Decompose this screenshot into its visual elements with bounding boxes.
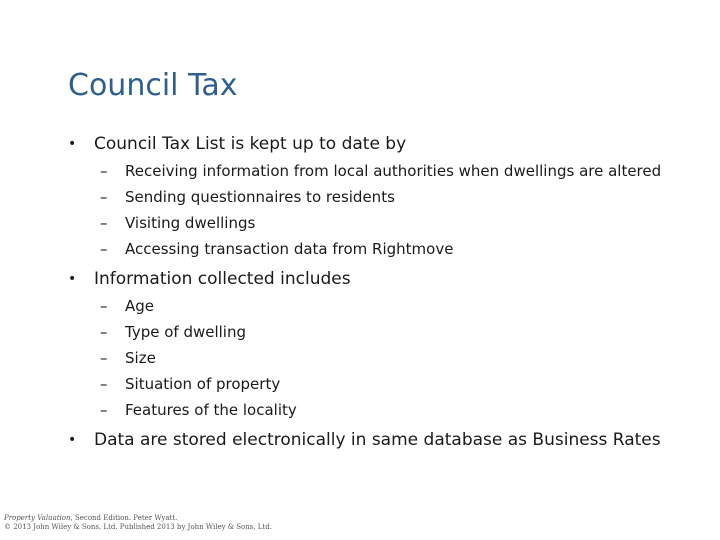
- bullet-item: [68, 269, 351, 289]
- book-edition: , Second Edition. Peter Wyatt.: [70, 514, 178, 522]
- sub-bullet-text: Features of the locality: [125, 401, 297, 419]
- sub-bullet-item: [100, 375, 280, 393]
- sub-bullet-text: Visiting dwellings: [125, 214, 256, 232]
- sub-bullet-item: [100, 214, 255, 232]
- sub-bullet-item: [100, 349, 156, 367]
- dash-icon: –: [100, 401, 108, 419]
- sub-bullet-item: [100, 297, 154, 315]
- dash-icon: –: [100, 214, 108, 232]
- sub-bullet-text: Receiving information from local authorities when dwellings are altered: [125, 162, 662, 180]
- dash-icon: –: [100, 323, 108, 341]
- slide-title: Council Tax: [68, 68, 238, 103]
- dash-icon: –: [100, 240, 108, 258]
- bullet-icon: •: [68, 432, 77, 448]
- dash-icon: –: [100, 375, 108, 393]
- bullet-item: [68, 430, 661, 450]
- bullet-icon: •: [68, 136, 77, 152]
- footer-line-2: © 2013 John Wiley & Sons, Ltd. Published 2013 by John Wiley & Sons, Ltd.: [4, 523, 272, 531]
- footer-line-1: [4, 514, 272, 523]
- sub-bullet-text: Accessing transaction data from Rightmove: [125, 240, 454, 258]
- copyright-footer: [4, 514, 272, 532]
- dash-icon: –: [100, 349, 108, 367]
- sub-bullet-text: Sending questionnaires to residents: [125, 188, 395, 206]
- bullet-text: Data are stored electronically in same database as Business Rates: [94, 430, 661, 450]
- sub-bullet-text: Age: [125, 297, 155, 315]
- sub-bullet-text: Situation of property: [125, 375, 281, 393]
- dash-icon: –: [100, 188, 108, 206]
- sub-bullet-item: [100, 401, 297, 419]
- sub-bullet-item: [100, 162, 661, 180]
- book-title: Property Valuation: [4, 514, 71, 522]
- sub-bullet-text: Type of dwelling: [125, 323, 246, 341]
- dash-icon: –: [100, 297, 108, 315]
- bullet-icon: •: [68, 271, 77, 287]
- sub-bullet-text: Size: [125, 349, 156, 367]
- bullet-item: [68, 134, 406, 154]
- sub-bullet-item: [100, 188, 395, 206]
- sub-bullet-item: [100, 323, 246, 341]
- bullet-text: Council Tax List is kept up to date by: [94, 134, 407, 154]
- dash-icon: –: [100, 162, 108, 180]
- bullet-text: Information collected includes: [94, 269, 351, 289]
- sub-bullet-item: [100, 240, 453, 258]
